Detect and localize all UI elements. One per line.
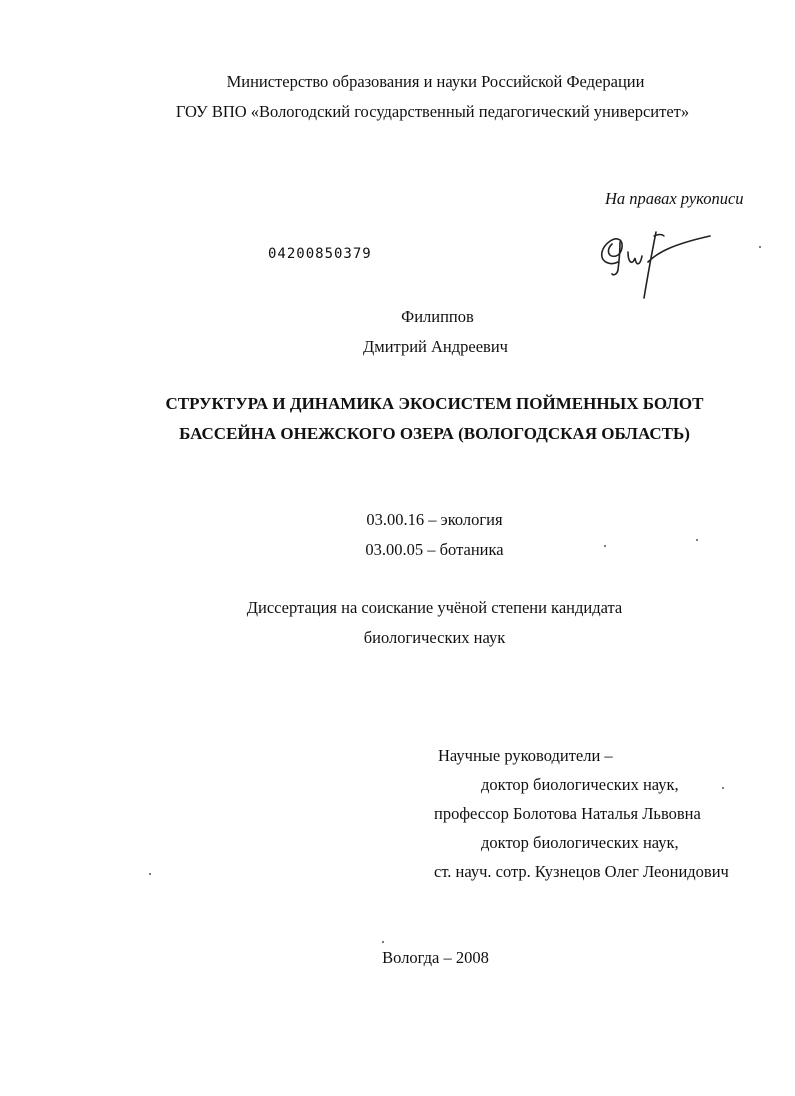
scan-speck — [604, 545, 606, 547]
supervisor-2-degree: доктор биологических наук, — [481, 833, 679, 852]
scan-speck — [696, 539, 698, 541]
ministry-header: Министерство образования и науки Российской Федерации — [226, 72, 645, 91]
city-year: Вологда – 2008 — [382, 948, 489, 967]
supervisor-1-degree: доктор биологических наук, — [481, 775, 679, 794]
scan-speck — [149, 873, 151, 875]
supervisor-2-name: ст. науч. сотр. Кузнецов Олег Леонидович — [434, 862, 729, 881]
thesis-title-line-1: СТРУКТУРА И ДИНАМИКА ЭКОСИСТЕМ ПОЙМЕННЫХ БОЛОТ — [165, 394, 704, 413]
manuscript-note: На правах рукописи — [605, 189, 744, 208]
scan-speck — [382, 941, 384, 943]
author-surname: Филиппов — [401, 307, 474, 326]
specialty-code: 03.00.16 – экология — [366, 510, 503, 529]
specialty-code: 03.00.05 – ботаника — [365, 540, 504, 559]
registration-number: 04200850379 — [268, 246, 372, 262]
thesis-title-line-2: БАССЕЙНА ОНЕЖСКОГО ОЗЕРА (ВОЛОГОДСКАЯ ОБЛАСТЬ) — [179, 424, 690, 443]
university-header: ГОУ ВПО «Вологодский государственный педагогический университет» — [175, 102, 690, 121]
scan-speck — [722, 787, 724, 789]
dissertation-degree-field: биологических наук — [363, 628, 506, 647]
supervisor-1-name: профессор Болотова Наталья Львовна — [434, 804, 701, 823]
handwritten-signature — [598, 222, 728, 304]
supervisors-heading: Научные руководители – — [438, 746, 613, 765]
scan-speck — [759, 246, 761, 248]
dissertation-degree: Диссертация на соискание учёной степени кандидата — [246, 598, 623, 617]
author-name: Дмитрий Андреевич — [363, 337, 508, 356]
